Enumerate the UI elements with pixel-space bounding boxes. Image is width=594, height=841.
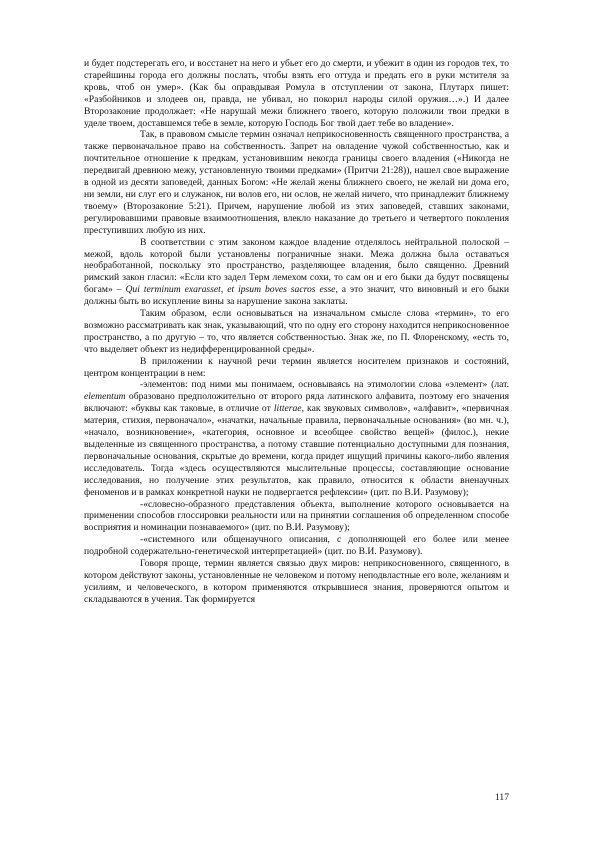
page-number: 117 <box>494 792 509 803</box>
list-item-elements-text-a: -элементов: под ними мы понимаем, основываясь на этимологии слова «элемент» (лат. <box>140 379 509 391</box>
paragraph-2-text: Так, в правовом смысле термин означал неприкосновенность священного пространства, а также первоначальное право на собственность. Запрет на овладение чужой собственностью, как и почтительное отношение к предкам, установившим некогда границы своего владения («Никогда не передвигай древнюю межу, установленную твоими предками» (Притчи 21:28)), нашел свое выражение в одной из десяти заповедей, данных Богом: «Не желай жены ближнего своего, не желай ни дома его, ни земли, ни слуг его и служанок, ни волов его, ни ослов, не желай ничего, что принадлежит ближнему твоему» (Второзаконие 5:21). Причем, нарушение любой из этих заповедей, ставших законами, регулировавшими правовые взаимоотношения, влекло наказание до третьего и четвертого поколения преступивших любую из них. <box>84 129 509 236</box>
latin-term-elementum: elementum <box>84 391 126 403</box>
paragraph-1-text: и будет подстерегать его, и восстанет на него и убьет его до смерти, и убежит в один из городов тех, то старейшины города его должны послать, чтобы взять его оттуда и предать его в руки мстителя за кровь, чтоб он умер». (Как бы оправдывая Ромула в отступлении от закона, Плутарх пишет: «Разбойников и злодеев он, правда, не убивал, но покорил народы силой оружия…».) И далее Второзаконие продолжает: «Не нарушай межи ближнего твоего, которую положили твои предки в уделе твоем, доставшемся тебе в земле, которую Господь Бог твой дает тебе во владение». <box>84 58 509 129</box>
latin-term-litterae: litterae <box>273 403 302 415</box>
list-item-system-description <box>84 534 509 558</box>
latin-quote: Qui terminum exarasset, et ipsum boves sacros esse <box>125 284 336 296</box>
paragraph-4 <box>84 308 509 356</box>
list-item-elements-text-b: образовано предположительно от второго ряда латинского алфавита, поэтому его значения включают: «буквы как таковые, в отличие от <box>84 391 509 415</box>
paragraph-5-text: В приложении к научной речи термин является носителем признаков и состояний, центром концентрации в нем: <box>84 355 509 379</box>
list-item-elements <box>84 379 509 498</box>
paragraph-1 <box>84 58 509 129</box>
list-item-elements-text-c: , как звуковых символов», «алфавит», «первичная материя, стихия, первоначало», «начатки, начальные правила, первоначальные основания» (во мн. ч.), «начало, возникновение», «категория, основное и всеобщее свойство вещей» (филос.), некие выделенные из священного пространства, а потому ставшие потенциально доступными для познания, первоначальные основания, скрытые до времени, когда придет ищущий причины какого-либо явления исследователь. Тогда «здесь осуществляются мыслительные процессы, составляющие основание исследования, но получение этих результатов, как правило, относится к области вненаучных феноменов и в рамках конкретной науки не подвергается рефлексии» (цит. по В.И. Разумову); <box>84 403 510 498</box>
paragraph-5 <box>84 356 509 380</box>
paragraph-final <box>84 558 509 606</box>
paragraph-3-text-b: , а это значит, что виновный и его быки должны быть во искупление вины за нарушение закона заклаты. <box>84 284 509 308</box>
list-item-verbal-image-text: -«словесно-образного представления объекта, выполнение которого основывается на применении способов глоссировки реальности или на принятии соглашения об определенном способе восприятия и номинации познаваемого» (цит. по В.И. Разумову); <box>84 498 509 534</box>
body-text <box>84 58 509 606</box>
paragraph-3-text-a: В соответствии с этим законом каждое владение отделялось нейтральной полоской – межой, вдоль которой были установлены пограничные знаки. Межа должна была оставаться необработанной, поскольку это пространство, разделяющее владения, было священно. Древний римский закон гласил: «Если кто задел Терм лемехом сохи, то сам он и его быки да будут посвящены богам» – <box>84 236 509 296</box>
paragraph-4-text: Таким образом, если основываться на изначальном смысле слова «термин», то его возможно рассматривать как знак, указывающий, что по одну его сторону находится неприкосновенное пространство, а по другую – то, что является собственностью. Знак же, по П. Флоренскому, «есть то, что выделяет объект из недифференцированной среды». <box>84 308 509 355</box>
list-item-verbal-image <box>84 499 509 535</box>
paragraph-2 <box>84 129 509 236</box>
list-item-system-description-text: -«системного или общенаучного описания, с дополняющей его более или менее подробной содержательно-генетической интерпретацией» (цит. по В.И. Разумову). <box>84 534 509 558</box>
paragraph-final-text: Говоря проще, термин является связью двух миров: неприкосновенного, священного, в котором действуют законы, установленные не человеком и потому неподвластные его воле, желаниям и усилиям, и человеческого, в котором применяются открывшиеся знания, проверяются опытом и складываются в учения. Так формируется <box>84 558 509 605</box>
paragraph-3 <box>84 237 509 308</box>
